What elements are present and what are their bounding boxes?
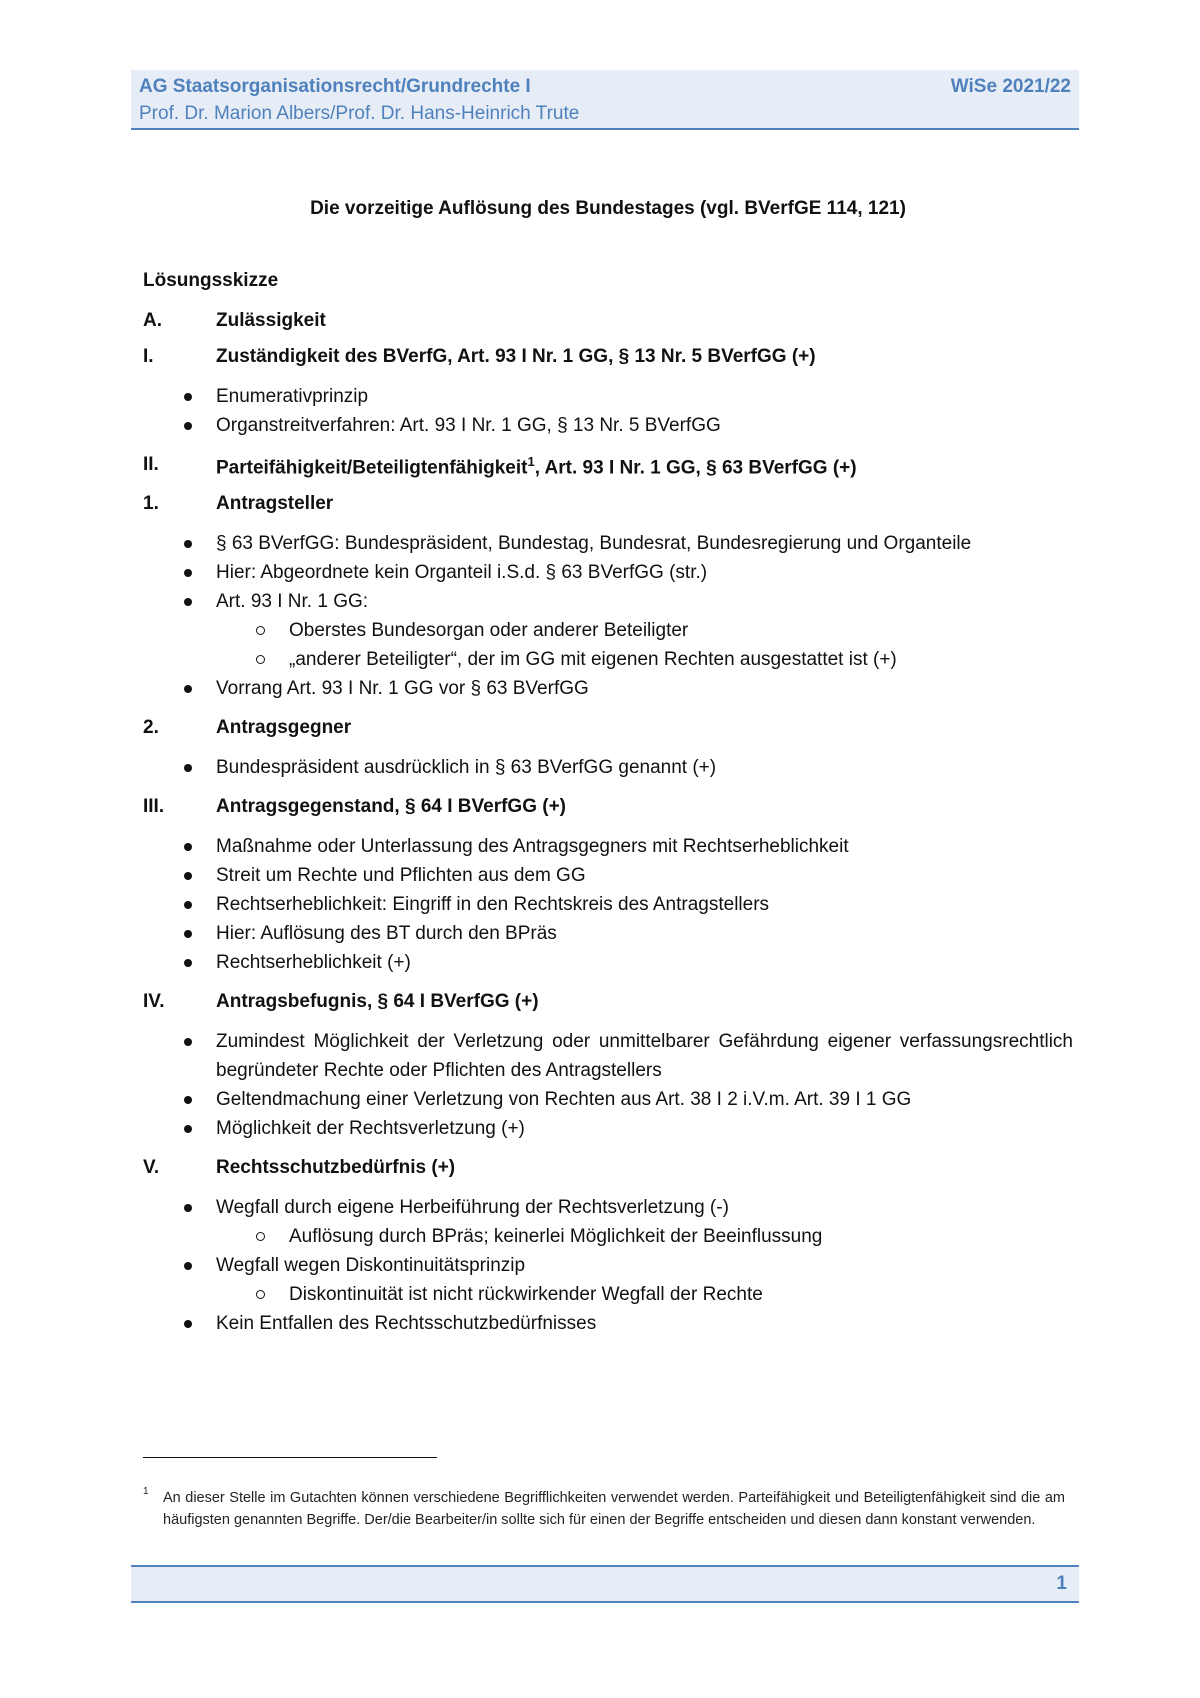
- bullet-icon: [184, 1320, 192, 1328]
- sub-list: [216, 1222, 1073, 1251]
- footnote-mark: 1: [143, 1486, 149, 1497]
- bullet-icon: [184, 1096, 192, 1104]
- course-title: AG Staatsorganisationsrecht/Grundrechte I: [139, 76, 531, 97]
- professors: Prof. Dr. Marion Albers/Prof. Dr. Hans-Heinrich Trute: [139, 103, 580, 124]
- footnote-separator: [143, 1457, 437, 1458]
- bullet-icon: [184, 598, 192, 606]
- list-item: Hier: Abgeordnete kein Organteil i.S.d. § 63 BVerfGG (str.): [143, 558, 1073, 587]
- bullet-icon: [184, 764, 192, 772]
- bullet-icon: [184, 1125, 192, 1133]
- semester: WiSe 2021/22: [950, 76, 1071, 97]
- section-label: III.: [143, 796, 165, 818]
- solution-heading: Lösungsskizze: [143, 270, 279, 291]
- section-v: [143, 1157, 1073, 1179]
- section-title: Antragsgegner: [216, 717, 352, 739]
- sub-list-item: Diskontinuität ist nicht rückwirkender Wegfall der Rechte: [216, 1280, 1073, 1309]
- bullet-icon: [184, 1038, 192, 1046]
- bullet-icon: [184, 1204, 192, 1212]
- list-item: Hier: Auflösung des BT durch den BPräs: [143, 919, 1073, 948]
- bullet-icon: [184, 930, 192, 938]
- section-i: [143, 346, 1073, 368]
- document-title: Die vorzeitige Auflösung des Bundestages (vgl. BVerfGE 114, 121): [310, 198, 906, 219]
- section-title: Antragsbefugnis, § 64 I BVerfGG (+): [216, 991, 539, 1013]
- page-header: [131, 70, 1079, 130]
- list-item: § 63 BVerfGG: Bundespräsident, Bundestag, Bundesrat, Bundesregierung und Organteile: [143, 529, 1073, 558]
- bullet-list: [143, 832, 1073, 977]
- footnote-text: An dieser Stelle im Gutachten können verschiedene Begrifflichkeiten verwendet werden. Parteifähigkeit und Beteiligtenfähigkeit sind die am häufigsten genannten Begriffe. Der/die Bearbeiter/in sollte sich für einen der Begriffe entscheiden und diesen dann konstant verwenden.: [163, 1490, 1065, 1528]
- section-title: Antragsgegenstand, § 64 I BVerfGG (+): [216, 796, 567, 818]
- bullet-icon: [184, 872, 192, 880]
- section-label: I.: [143, 346, 154, 367]
- page-number: 1: [1056, 1573, 1067, 1594]
- bullet-icon: [184, 393, 192, 401]
- section-label: 2.: [143, 717, 159, 739]
- bullet-icon: [184, 843, 192, 851]
- section-title: Zuständigkeit des BVerfG, Art. 93 I Nr. 1 GG, § 13 Nr. 5 BVerfGG (+): [216, 346, 816, 367]
- list-item: Rechtserheblichkeit: Eingriff in den Rechtskreis des Antragstellers: [143, 890, 1073, 919]
- list-item: Rechtserheblichkeit (+): [143, 948, 1073, 977]
- section-title: Rechtsschutzbedürfnis (+): [216, 1157, 456, 1179]
- sub-list: [216, 1280, 1073, 1309]
- section-ii-2: [143, 717, 1073, 739]
- section-label: 1.: [143, 493, 159, 515]
- bullet-icon: [184, 685, 192, 693]
- bullet-icon: [184, 959, 192, 967]
- circle-bullet-icon: [256, 1290, 265, 1299]
- list-item: Enumerativprinzip: [143, 382, 1073, 411]
- list-item: Wegfall wegen Diskontinuitätsprinzip Diskontinuität ist nicht rückwirkender Wegfall der Rechte: [143, 1251, 1073, 1309]
- bullet-icon: [184, 422, 192, 430]
- bullet-list: [143, 753, 1073, 782]
- list-item: Art. 93 I Nr. 1 GG: Oberstes Bundesorgan oder anderer Beteiligter „anderer Beteiligter“, der im GG mit eigenen Rechten ausgestattet ist (+): [143, 587, 1073, 674]
- list-item: Zumindest Möglichkeit der Verletzung oder unmittelbarer Gefährdung eigener verfassungsrechtlich begründeter Rechte oder Pflichten des Antragstellers: [143, 1027, 1073, 1085]
- bullet-icon: [184, 901, 192, 909]
- document-body: [143, 198, 1073, 1352]
- footnote-reference[interactable]: 1: [527, 454, 535, 469]
- bullet-list: [143, 1027, 1073, 1143]
- footnote: [143, 1487, 1065, 1531]
- bullet-list: [143, 1193, 1073, 1338]
- sub-list-item: Auflösung durch BPräs; keinerlei Möglichkeit der Beeinflussung: [216, 1222, 1073, 1251]
- list-item: Wegfall durch eigene Herbeiführung der Rechtsverletzung (-) Auflösung durch BPräs; keinerlei Möglichkeit der Beeinflussung: [143, 1193, 1073, 1251]
- sub-list: [216, 616, 1073, 674]
- section-label: II.: [143, 454, 159, 475]
- sub-list-item: Oberstes Bundesorgan oder anderer Beteiligter: [216, 616, 1073, 645]
- circle-bullet-icon: [256, 655, 265, 664]
- bullet-list: [143, 529, 1073, 703]
- list-item: Geltendmachung einer Verletzung von Rechten aus Art. 38 I 2 i.V.m. Art. 39 I 1 GG: [143, 1085, 1073, 1114]
- section-a: [143, 310, 1073, 332]
- bullet-icon: [184, 1262, 192, 1270]
- list-item: Kein Entfallen des Rechtsschutzbedürfnisses: [143, 1309, 1073, 1338]
- section-title: Zulässigkeit: [216, 310, 326, 331]
- list-item: Organstreitverfahren: Art. 93 I Nr. 1 GG, § 13 Nr. 5 BVerfGG: [143, 411, 1073, 440]
- circle-bullet-icon: [256, 1232, 265, 1241]
- circle-bullet-icon: [256, 626, 265, 635]
- section-label: IV.: [143, 991, 165, 1013]
- bullet-list: [143, 382, 1073, 440]
- list-item: Möglichkeit der Rechtsverletzung (+): [143, 1114, 1073, 1143]
- bullet-icon: [184, 569, 192, 577]
- section-iii: [143, 796, 1073, 818]
- section-ii-1: [143, 493, 1073, 515]
- page-footer: [131, 1565, 1079, 1603]
- section-label: V.: [143, 1157, 160, 1179]
- bullet-icon: [184, 540, 192, 548]
- list-item: Bundespräsident ausdrücklich in § 63 BVerfGG genannt (+): [143, 753, 1073, 782]
- section-iv: [143, 991, 1073, 1013]
- section-title: Parteifähigkeit/Beteiligtenfähigkeit$^1$, Art. 93 I Nr. 1 GG, § 63 BVerfGG (+): [216, 454, 857, 479]
- section-label: A.: [143, 310, 162, 331]
- list-item: Vorrang Art. 93 I Nr. 1 GG vor § 63 BVerfGG: [143, 674, 1073, 703]
- section-title: Antragsteller: [216, 493, 334, 515]
- list-item: Streit um Rechte und Pflichten aus dem GG: [143, 861, 1073, 890]
- section-ii: [143, 454, 1073, 479]
- list-item: Maßnahme oder Unterlassung des Antragsgegners mit Rechtserheblichkeit: [143, 832, 1073, 861]
- sub-list-item: „anderer Beteiligter“, der im GG mit eigenen Rechten ausgestattet ist (+): [216, 645, 1073, 674]
